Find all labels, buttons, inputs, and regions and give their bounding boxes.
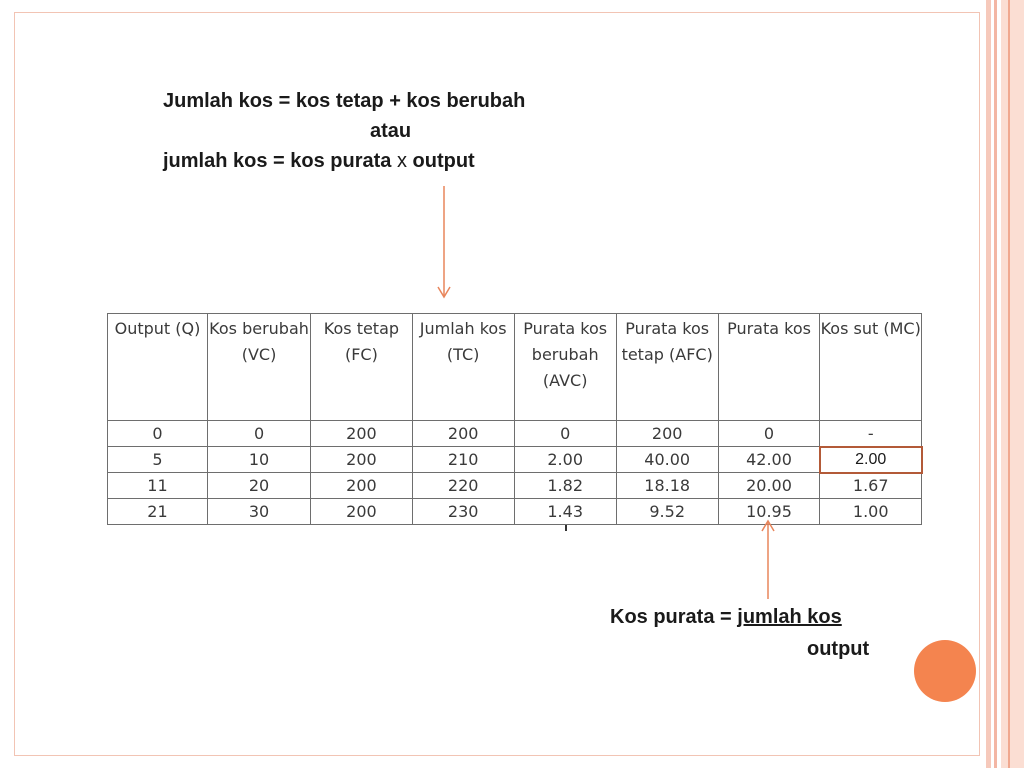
decorative-stripe	[1001, 0, 1024, 768]
table-cell: 0	[207, 421, 310, 447]
cost-table	[107, 313, 922, 525]
table-row	[108, 473, 922, 499]
header-mc: Kos sut (MC)	[820, 314, 922, 421]
decorative-stripe	[1008, 0, 1010, 768]
table-cell: 9.52	[616, 499, 718, 525]
table-cell: 1.43	[514, 499, 616, 525]
table-cell: 200	[311, 499, 413, 525]
formula-line-3b: output	[406, 150, 475, 172]
total-cost-formula	[163, 86, 525, 176]
table-cell: 1.00	[820, 499, 922, 525]
table-cell: 200	[616, 421, 718, 447]
table-cell: 1.67	[820, 473, 922, 499]
table-row	[108, 421, 922, 447]
table-cell: 10.95	[718, 499, 820, 525]
table-cell: 200	[412, 421, 514, 447]
table-cell: 2.00	[514, 447, 616, 473]
down-arrow-icon	[436, 186, 452, 300]
table-cell: 18.18	[616, 473, 718, 499]
decorative-stripe	[994, 0, 997, 768]
formula-line-1: Jumlah kos = kos tetap + kos berubah	[163, 90, 526, 112]
up-arrow-icon	[760, 519, 776, 599]
table-cell: 0	[718, 421, 820, 447]
header-avc: Purata kos berubah (AVC)	[514, 314, 616, 421]
header-afc: Purata kos tetap (AFC)	[616, 314, 718, 421]
table-cell: 200	[311, 447, 413, 473]
average-cost-formula	[610, 601, 869, 665]
table-cell: 200	[311, 421, 413, 447]
header-ac: Purata kos	[718, 314, 820, 421]
table-cell: 10	[207, 447, 310, 473]
formula-line-3a: jumlah kos = kos purata	[163, 150, 397, 172]
table-cell: 30	[207, 499, 310, 525]
table-header-row	[108, 314, 922, 421]
table-cell: 11	[108, 473, 208, 499]
table-cell: -	[820, 421, 922, 447]
header-fc: Kos tetap (FC)	[311, 314, 413, 421]
table-cell: 230	[412, 499, 514, 525]
table-cell: 0	[514, 421, 616, 447]
table-cell: 42.00	[718, 447, 820, 473]
table-cell: 220	[412, 473, 514, 499]
table-row	[108, 499, 922, 525]
formula-times: x	[396, 150, 407, 172]
table-row	[108, 447, 922, 473]
table-cell: 200	[311, 473, 413, 499]
decorative-stripe	[986, 0, 991, 768]
decorative-circle	[914, 640, 976, 702]
table-cell: 40.00	[616, 447, 718, 473]
header-vc: Kos berubah (VC)	[207, 314, 310, 421]
table-cell: 20	[207, 473, 310, 499]
table-cell: 1.82	[514, 473, 616, 499]
formula-connector: atau	[370, 120, 412, 142]
header-output: Output (Q)	[108, 314, 208, 421]
table-cell: 21	[108, 499, 208, 525]
formula-denominator: output	[807, 638, 870, 660]
formula-numerator: jumlah kos	[737, 606, 842, 628]
table-cell: 210	[412, 447, 514, 473]
highlighted-cell: 2.00	[820, 447, 922, 473]
header-tc: Jumlah kos (TC)	[412, 314, 514, 421]
formula-lhs: Kos purata =	[610, 606, 738, 628]
stray-mark	[565, 525, 567, 531]
table-cell: 5	[108, 447, 208, 473]
table-cell: 0	[108, 421, 208, 447]
table-cell: 20.00	[718, 473, 820, 499]
